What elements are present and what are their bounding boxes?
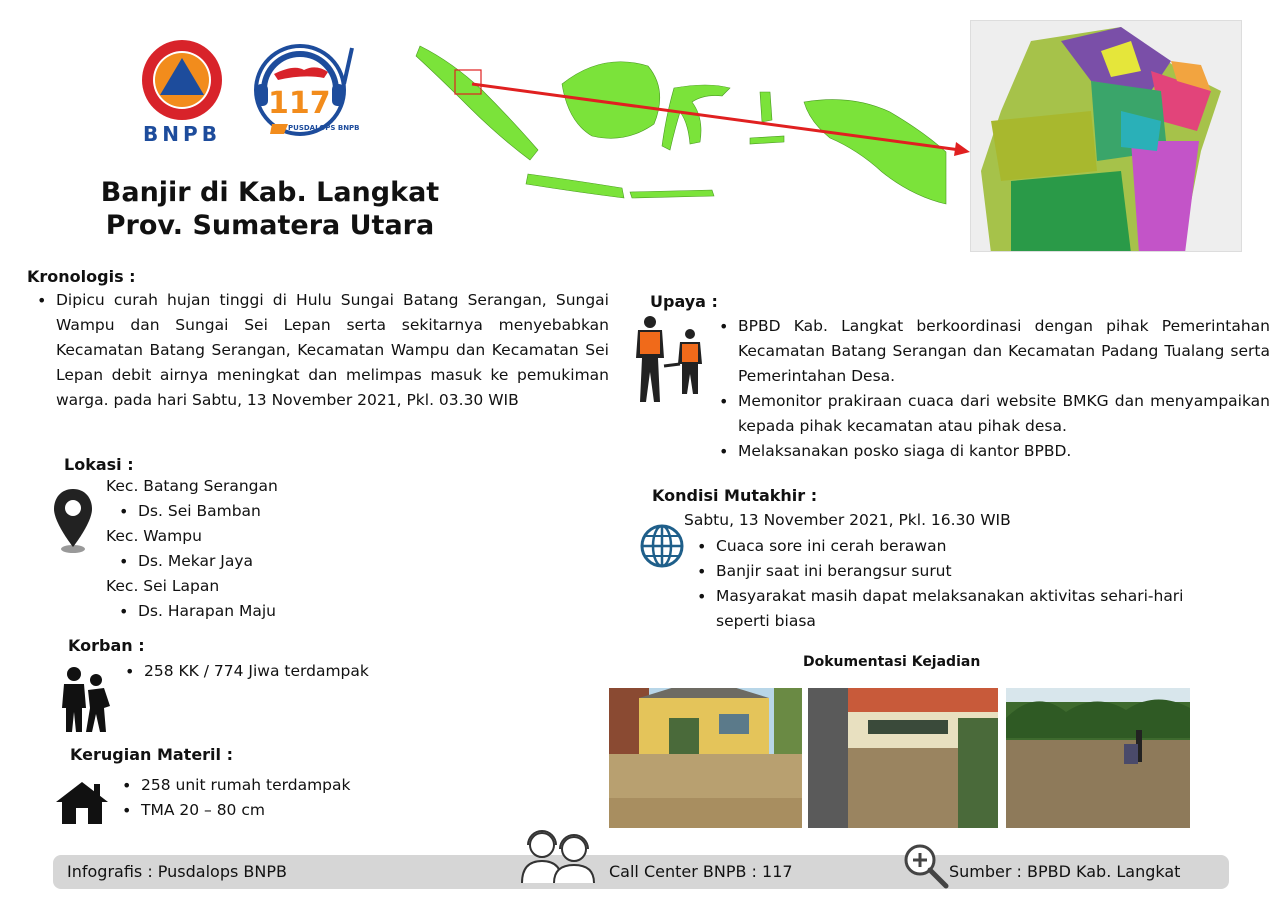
bnpb-caption: BNPB [143, 122, 221, 146]
kondisi-list [694, 534, 1234, 634]
flood-photo-1 [609, 688, 802, 828]
lokasi-heading: Lokasi : [64, 455, 134, 474]
lokasi-ds-2: • Ds. Mekar Jaya [116, 549, 406, 574]
kerugian-list [119, 773, 439, 823]
kerugian-item-2: • TMA 20 – 80 cm [119, 798, 439, 823]
footer-source: Sumber : BPBD Kab. Langkat [949, 862, 1181, 881]
korban-item-1: • 258 KK / 774 Jiwa terdampak [122, 659, 442, 684]
lokasi-kec-2: Kec. Wampu [106, 527, 202, 545]
lokasi-ds-1: • Ds. Sei Bamban [116, 499, 406, 524]
upaya-item-1: • BPBD Kab. Langkat berkoordinasi dengan pihak Pemerintahan Kecamatan Batang Serangan dan Kecamatan Padang Tualang serta Pemerintahan Desa. [716, 314, 1270, 389]
title-line-2: Prov. Sumatera Utara [105, 210, 435, 241]
page-title [80, 176, 460, 242]
footer-call-center: Call Center BNPB : 117 [609, 862, 793, 881]
langkat-detail-map [970, 20, 1242, 252]
lokasi-kec-3: Kec. Sei Lapan [106, 577, 220, 595]
pusdalops-ring-text: PUSDALOPS BNPB [288, 124, 360, 132]
upaya-list [716, 314, 1270, 464]
kronologis-list [34, 288, 609, 413]
lokasi-list [106, 474, 406, 624]
kronologis-text: • Dipicu curah hujan tinggi di Hulu Sungai Batang Serangan, Sungai Wampu dan Sungai Sei Lepan serta sekitarnya menyebabkan Kecamatan Batang Serangan, Kecamatan Wampu dan Kecamatan Sei Lepan debit airnya meningkat dan melimpas masuk ke pemukiman warga. pada hari Sabtu, 13 November 2021, Pkl. 03.30 WIB [34, 288, 609, 413]
search-plus-icon [902, 842, 952, 890]
kronologis-heading: Kronologis : [27, 267, 136, 286]
kondisi-item-1: • Cuaca sore ini cerah berawan [694, 534, 1234, 559]
kondisi-item-3: • Masyarakat masih dapat melaksanakan aktivitas sehari-hari seperti biasa [694, 584, 1214, 634]
globe-icon [640, 524, 684, 568]
zoom-arrow [470, 80, 980, 160]
pusdalops-logo [244, 38, 364, 140]
upaya-item-2: • Memonitor prakiraan cuaca dari website BMKG dan menyampaikan kepada pihak kecamatan atau pihak desa. [716, 389, 1270, 439]
kerugian-item-1: • 258 unit rumah terdampak [119, 773, 439, 798]
upaya-item-3: • Melaksanakan posko siaga di kantor BPBD. [716, 439, 1270, 464]
kondisi-heading: Kondisi Mutakhir : [652, 486, 818, 505]
footer-credit: Infografis : Pusdalops BNPB [67, 862, 287, 881]
call-center-icon [518, 827, 600, 885]
korban-list [122, 659, 442, 684]
victims-icon [58, 664, 114, 734]
lokasi-ds-3: • Ds. Harapan Maju [116, 599, 406, 624]
flood-photo-2 [808, 688, 998, 828]
lokasi-kec-1: Kec. Batang Serangan [106, 477, 278, 495]
title-line-1: Banjir di Kab. Langkat [100, 177, 440, 208]
house-icon [54, 778, 110, 826]
bnpb-logo [134, 38, 230, 148]
korban-heading: Korban : [68, 636, 145, 655]
rescue-workers-icon [630, 314, 710, 404]
dokumentasi-heading: Dokumentasi Kejadian [803, 654, 981, 670]
pusdalops-number: 117 [268, 86, 331, 121]
upaya-heading: Upaya : [650, 292, 718, 311]
kondisi-item-2: • Banjir saat ini berangsur surut [694, 559, 1234, 584]
kerugian-heading: Kerugian Materil : [70, 745, 233, 764]
flood-photo-3 [1006, 688, 1190, 828]
kondisi-date: Sabtu, 13 November 2021, Pkl. 16.30 WIB [684, 511, 1011, 529]
location-pin-icon [52, 487, 94, 555]
